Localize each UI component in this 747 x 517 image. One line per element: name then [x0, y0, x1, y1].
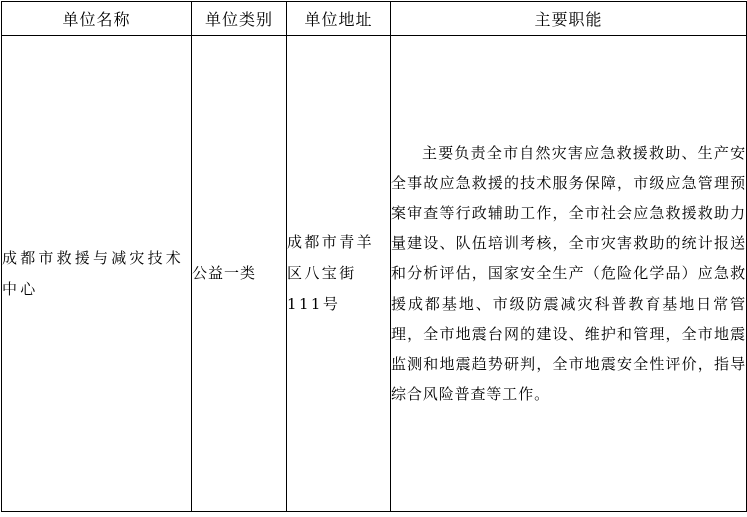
table-row — [2, 36, 747, 512]
main-functions-cell — [391, 36, 747, 512]
header-row — [2, 2, 747, 36]
header-main-functions: 主要职能 — [391, 2, 747, 36]
header-unit-address: 单位地址 — [287, 2, 391, 36]
unit-address-cell: 成都市青羊区八宝街111号 — [287, 36, 391, 512]
unit-info-table — [1, 1, 747, 512]
unit-category-cell: 公益一类 — [192, 36, 287, 512]
header-unit-category: 单位类别 — [192, 2, 287, 36]
main-functions-text: 主要负责全市自然灾害应急救援救助、生产安全事故应急救援的技术服务保障，市级应急管理预案审查等行政辅助工作，全市社会应急救援救助力量建设、队伍培训考核，全市灾害救助的统计报送和分析评估，国家安全生产（危险化学品）应急救援成都基地、市级防震减灾科普教育基地日常管理，全市地震台网的建设、维护和管理，全市地震监测和地震趋势研判，全市地震安全性评价，指导综合风险普查等工作。 — [391, 143, 746, 404]
unit-name-cell: 成都市救援与减灾技术中心 — [2, 36, 192, 512]
header-unit-name: 单位名称 — [2, 2, 192, 36]
